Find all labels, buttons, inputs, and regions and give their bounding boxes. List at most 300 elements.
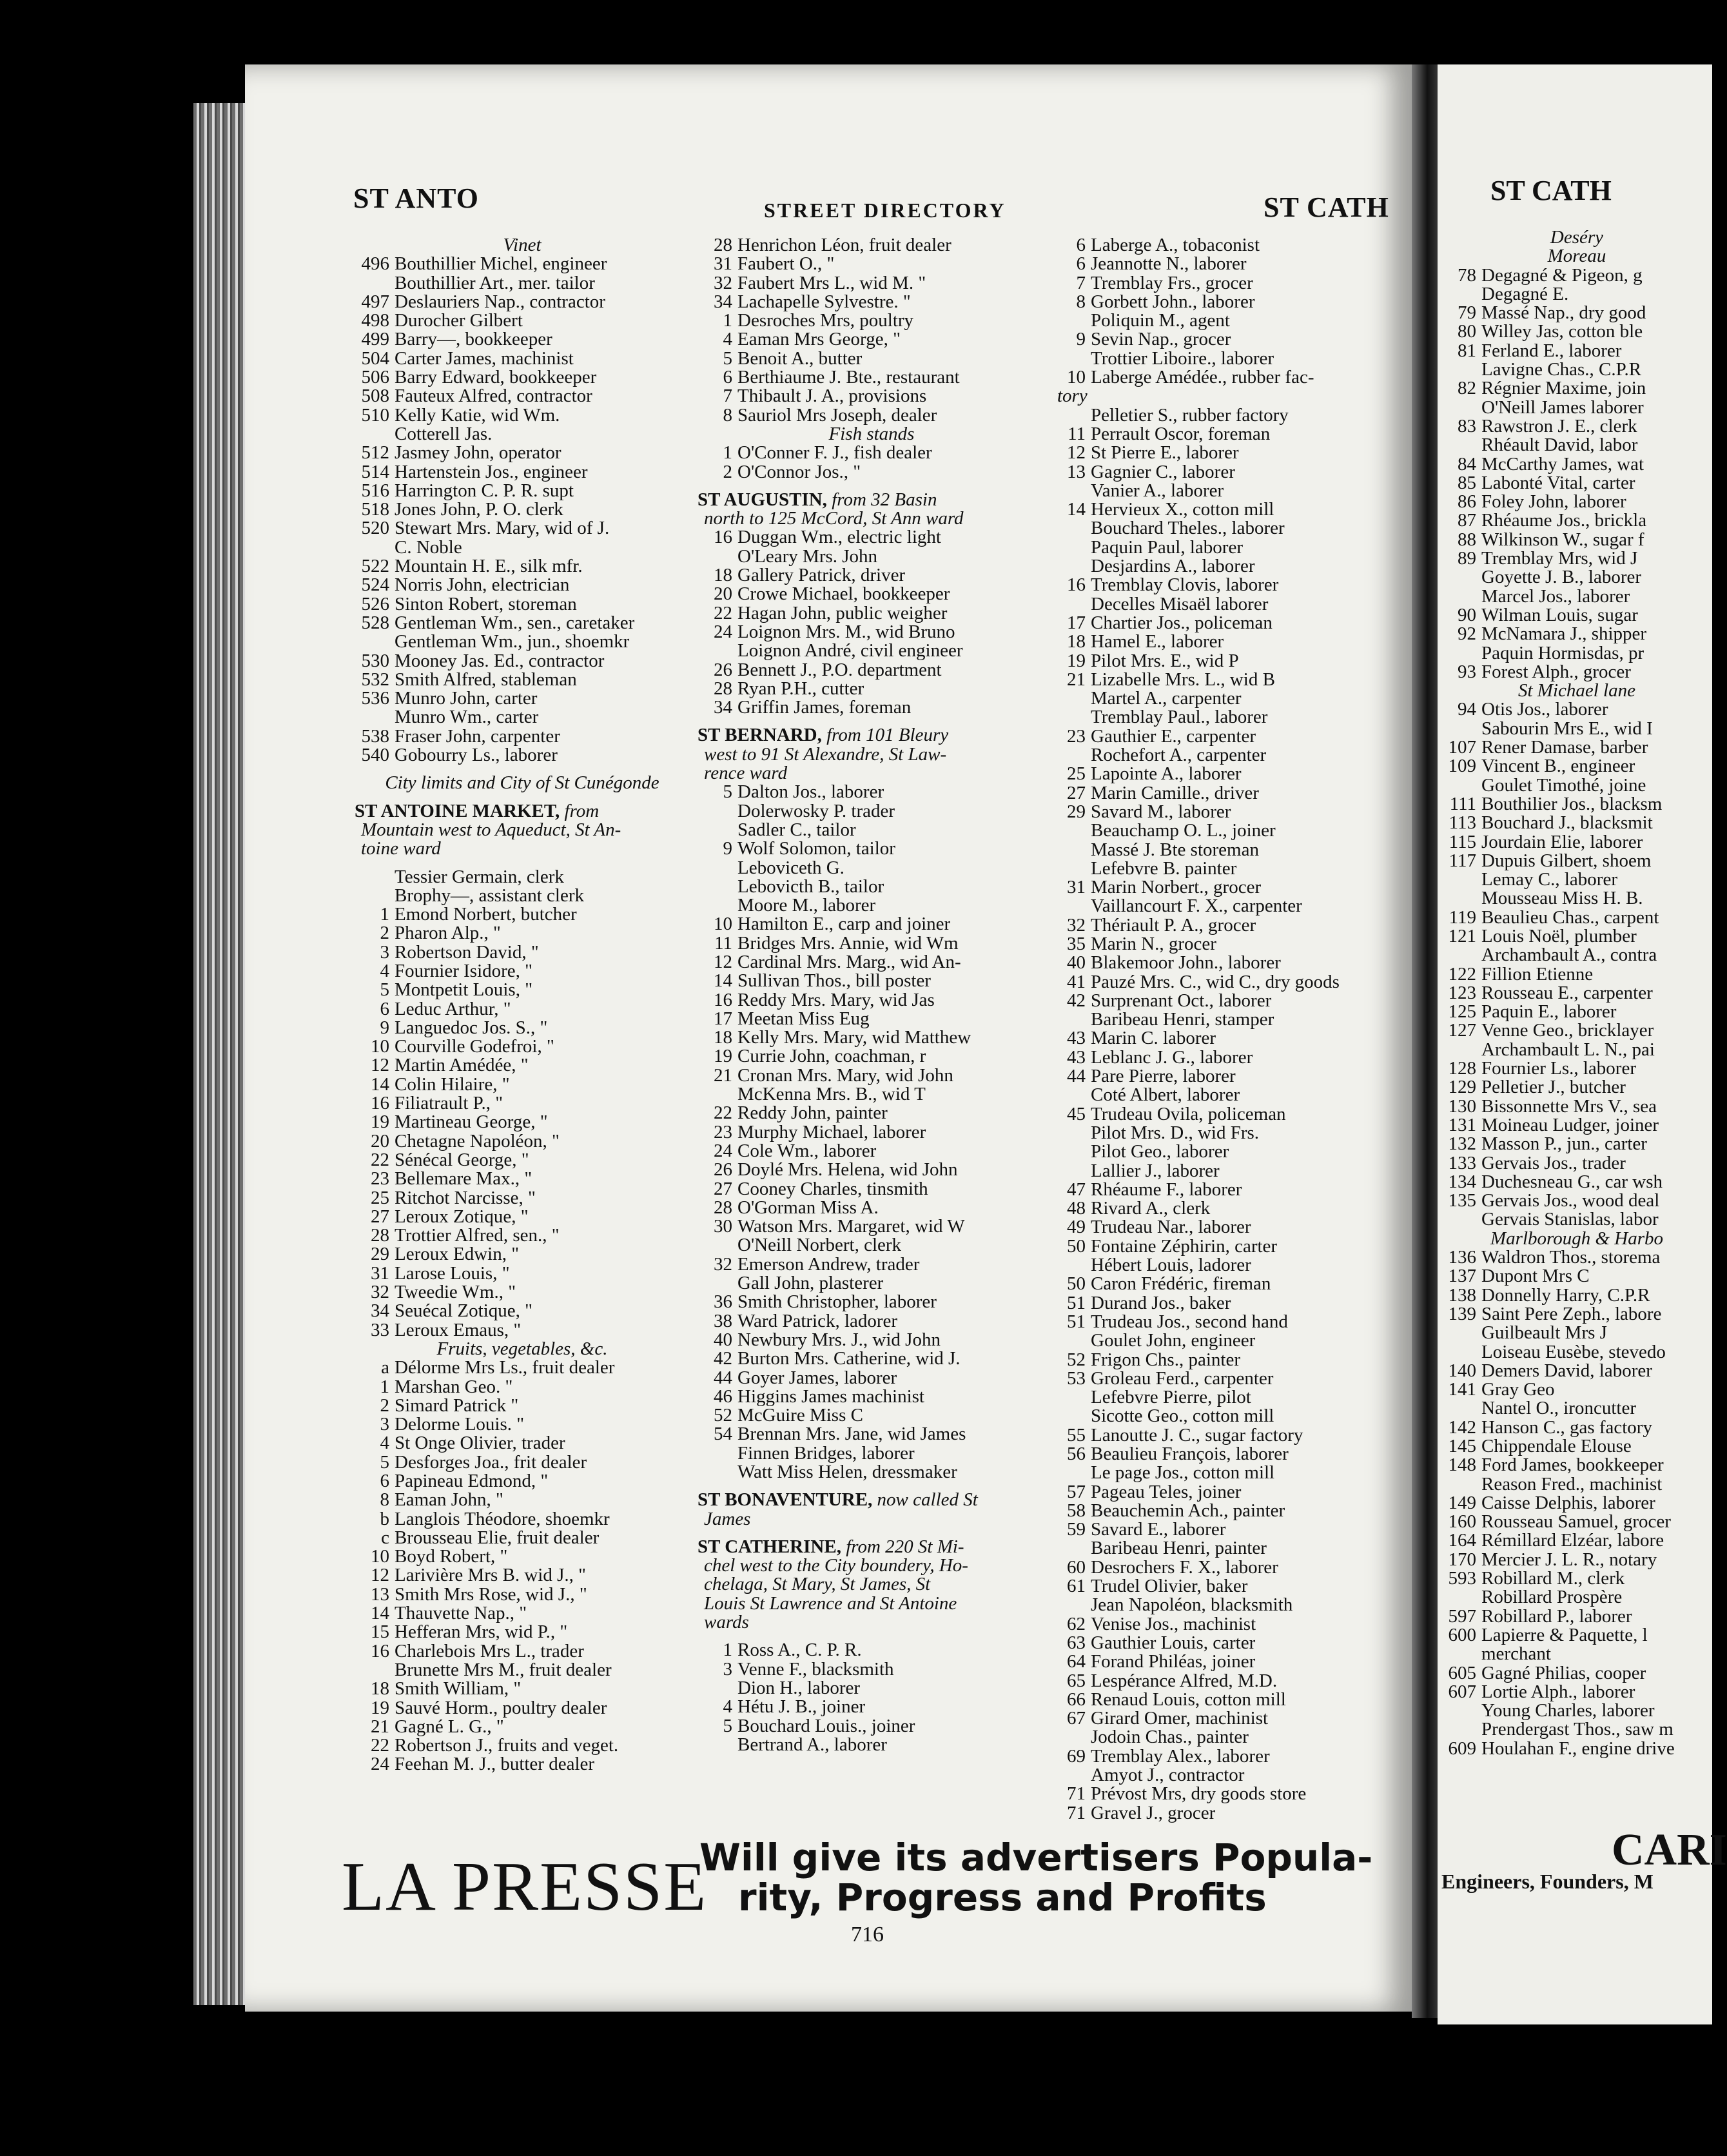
- resident-text: Surprenant Oct., laborer: [1091, 990, 1272, 1011]
- resident-text: Marin C. laborer: [1091, 1028, 1216, 1049]
- resident-text: Blakemoor John., laborer: [1091, 952, 1281, 974]
- resident-text: Thibault J. A., provisions: [737, 386, 927, 407]
- directory-entry: [1051, 765, 1409, 783]
- house-number: 528: [361, 612, 389, 633]
- directory-entry: Decelles Misaël laborer: [1091, 593, 1269, 614]
- resident-text: Forand Philéas, joiner: [1091, 1651, 1256, 1672]
- resident-text: Seuécal Zotique, ": [395, 1300, 532, 1322]
- directory-entry: C. Noble: [395, 536, 462, 558]
- directory-entry: [1051, 368, 1409, 387]
- directory-entry: [1441, 984, 1712, 1003]
- directory-entry: [355, 1358, 690, 1377]
- resident-text: Smith William, ": [395, 1678, 522, 1700]
- resident-text: Fontaine Zéphirin, carter: [1091, 1235, 1278, 1257]
- house-number: 22: [714, 1102, 732, 1124]
- directory-entry: [698, 1641, 1046, 1660]
- directory-entry: [698, 604, 1046, 623]
- house-number: 57: [1067, 1481, 1086, 1502]
- resident-text: Hétu J. B., joiner: [737, 1696, 866, 1718]
- directory-entry: [1051, 1199, 1409, 1218]
- directory-entry: [1441, 342, 1712, 360]
- directory-entry: [355, 1547, 690, 1566]
- resident-text: Willey Jas, cotton ble: [1481, 321, 1643, 342]
- directory-entry: Finnen Bridges, laborer: [737, 1442, 915, 1464]
- street-extent: from 220 St Mi-: [846, 1536, 964, 1557]
- directory-entry: Lefebvre Pierre, pilot: [1091, 1387, 1251, 1408]
- house-number: 19: [714, 1046, 732, 1067]
- directory-entry: [355, 1056, 690, 1075]
- directory-entry: [1051, 1313, 1409, 1331]
- resident-text: Bridges Mrs. Annie, wid Wm: [737, 932, 959, 954]
- directory-entry: Watt Miss Helen, dressmaker: [737, 1462, 957, 1482]
- house-number: 56: [1067, 1444, 1086, 1464]
- house-number: 14: [371, 1073, 389, 1095]
- house-number: 8: [723, 404, 732, 426]
- resident-text: Desroches Mrs, poultry: [737, 310, 914, 331]
- resident-text: Tweedie Wm., ": [395, 1282, 516, 1303]
- directory-entry: Gall John, plasterer: [737, 1273, 884, 1294]
- directory-entry: [355, 1019, 690, 1037]
- directory-entry: [355, 293, 690, 311]
- resident-text: Benoit A., butter: [737, 348, 863, 369]
- resident-text: Girard Omer, machinist: [1091, 1708, 1269, 1729]
- house-number: 9: [1076, 329, 1086, 350]
- house-number: 3: [723, 1658, 732, 1680]
- house-number: 1: [723, 442, 732, 464]
- resident-text: Deslauriers Nap., contractor: [395, 291, 605, 312]
- house-number: 514: [361, 461, 389, 482]
- directory-entry: [355, 1321, 690, 1340]
- resident-text: Wolf Solomon, tailor: [737, 838, 895, 859]
- resident-text: Beaulieu François, laborer: [1091, 1444, 1289, 1464]
- resident-text: Boyd Robert, ": [395, 1546, 508, 1567]
- house-number: 138: [1448, 1284, 1476, 1306]
- directory-entry: [355, 1604, 690, 1623]
- resident-text: Fillion Etienne: [1481, 963, 1594, 985]
- directory-entry: [355, 1132, 690, 1151]
- resident-text: Fournier Isidore, ": [395, 960, 532, 981]
- directory-entry: [355, 1718, 690, 1736]
- house-number: 43: [1067, 1028, 1086, 1049]
- resident-text: Higgins James machinist: [737, 1386, 924, 1407]
- directory-entry: [698, 387, 1046, 406]
- directory-entry: [355, 1491, 690, 1509]
- house-number: 123: [1448, 982, 1476, 1003]
- resident-text: Brennan Mrs. Jane, wid James: [737, 1424, 966, 1445]
- house-number: 538: [361, 725, 389, 747]
- directory-column-4-next-page: [1441, 228, 1712, 1758]
- directory-entry: [1441, 700, 1712, 719]
- directory-entry: [698, 566, 1046, 585]
- directory-entry: [1441, 1569, 1712, 1588]
- directory-entry: [698, 1142, 1046, 1161]
- section-heading: St Michael lane: [1517, 680, 1635, 701]
- resident-text: Hamilton E., carp and joiner: [737, 914, 951, 935]
- house-number: 510: [361, 404, 389, 426]
- house-number: 32: [1067, 914, 1086, 936]
- house-number: 12: [371, 1565, 389, 1586]
- resident-text: Rener Damase, barber: [1481, 737, 1648, 758]
- street-name: ST AUGUSTIN,: [698, 489, 832, 510]
- resident-text: Simard Patrick ": [395, 1395, 519, 1416]
- resident-text: Massé Nap., dry good: [1481, 302, 1646, 324]
- house-number: 62: [1067, 1613, 1086, 1634]
- house-number: 23: [1067, 725, 1086, 747]
- house-number: 130: [1448, 1095, 1476, 1117]
- resident-text: Griffin James, foreman: [737, 697, 912, 718]
- directory-entry: [355, 1699, 690, 1718]
- house-number: 131: [1448, 1114, 1476, 1135]
- directory-entry: [355, 1151, 690, 1170]
- resident-text: St Onge Olivier, trader: [395, 1433, 565, 1454]
- directory-entry: [1051, 1218, 1409, 1237]
- directory-entry: [698, 406, 1046, 425]
- house-number: 92: [1458, 623, 1476, 645]
- house-number: 45: [1067, 1103, 1086, 1124]
- directory-entry: Jean Napoléon, blacksmith: [1091, 1594, 1293, 1616]
- house-number: 111: [1449, 793, 1476, 814]
- directory-entry: [1441, 1362, 1712, 1380]
- resident-text: Rawstron J. E., clerk: [1481, 415, 1637, 436]
- directory-entry: [698, 1387, 1046, 1406]
- directory-entry: [1051, 1067, 1409, 1086]
- resident-text: McGuire Miss C: [737, 1405, 863, 1426]
- directory-entry: [1051, 878, 1409, 897]
- house-number: 4: [380, 960, 389, 981]
- resident-text: Emond Norbert, butcher: [395, 904, 577, 925]
- house-number: 31: [714, 253, 732, 275]
- directory-entry: [698, 1217, 1046, 1236]
- resident-text: Trottier Alfred, sen., ": [395, 1225, 560, 1246]
- house-number: 530: [361, 650, 389, 671]
- street-name: ST CATHERINE,: [698, 1536, 846, 1557]
- house-number: 29: [371, 1244, 389, 1265]
- house-number: 498: [361, 310, 389, 331]
- directory-entry: Archambault L. N., pai: [1481, 1039, 1655, 1060]
- resident-text: Rhéaume Jos., brickla: [1481, 510, 1647, 531]
- directory-entry: [1051, 1785, 1409, 1803]
- house-number: 25: [371, 1187, 389, 1208]
- resident-text: Berthiaume J. Bte., restaurant: [737, 367, 960, 388]
- resident-text: Reddy Mrs. Mary, wid Jas: [737, 989, 935, 1010]
- resident-text: Sevin Nap., grocer: [1091, 329, 1231, 350]
- directory-entry: Coté Albert, laborer: [1091, 1084, 1240, 1106]
- directory-entry: [1051, 1747, 1409, 1766]
- resident-text: Leduc Arthur, ": [395, 998, 511, 1019]
- directory-entry: Jodoin Chas., painter: [1091, 1727, 1249, 1748]
- directory-entry: [1051, 1294, 1409, 1313]
- directory-entry: Brunette Mrs M., fruit dealer: [395, 1659, 612, 1680]
- directory-entry: Vaillancourt F. X., carpenter: [1091, 896, 1302, 917]
- resident-text: Munro John, carter: [395, 688, 538, 709]
- street-extent: from 101 Bleury: [826, 725, 949, 746]
- directory-entry: O'Neill Norbert, clerk: [737, 1235, 902, 1256]
- house-number: 24: [371, 1754, 389, 1775]
- house-number: 61: [1067, 1576, 1086, 1597]
- house-number: 506: [361, 367, 389, 388]
- house-number: 9: [380, 1017, 389, 1038]
- resident-text: Rhéaume F., laborer: [1091, 1179, 1242, 1200]
- resident-text: Bouthilier Jos., blacksm: [1481, 793, 1663, 814]
- directory-entry: Pilot Mrs. D., wid Frs.: [1091, 1122, 1260, 1143]
- directory-entry: [1051, 727, 1409, 746]
- house-number: 52: [714, 1405, 732, 1426]
- resident-text: McNamara J., shipper: [1481, 623, 1647, 645]
- directory-entry: [355, 1623, 690, 1642]
- resident-text: Fournier Ls., laborer: [1481, 1058, 1636, 1079]
- directory-entry: [698, 236, 1046, 255]
- resident-text: Sénécal George, ": [395, 1149, 529, 1170]
- directory-entry: [1441, 1418, 1712, 1437]
- directory-entry: Rhéault David, labor: [1481, 435, 1638, 456]
- directory-entry: [1441, 908, 1712, 927]
- directory-entry: [698, 444, 1046, 462]
- house-number: 18: [371, 1678, 389, 1700]
- directory-entry: [1441, 1531, 1712, 1550]
- directory-entry: [698, 1331, 1046, 1349]
- directory-entry: [1051, 255, 1409, 273]
- house-number: 38: [714, 1310, 732, 1331]
- resident-text: Cooney Charles, tinsmith: [737, 1178, 928, 1199]
- directory-entry: Guilbeault Mrs J: [1481, 1322, 1607, 1344]
- house-number: 516: [361, 480, 389, 501]
- house-number: 63: [1067, 1632, 1086, 1653]
- directory-entry: [355, 387, 690, 406]
- directory-entry: Lebovicth B., tailor: [737, 876, 884, 897]
- resident-text: Jones John, P. O. clerk: [395, 499, 563, 520]
- house-number: 49: [1067, 1217, 1086, 1238]
- house-number: 71: [1067, 1802, 1086, 1823]
- directory-entry: [1441, 322, 1712, 341]
- ad-slogan: [699, 1838, 1372, 1917]
- house-number: 1: [723, 310, 732, 331]
- resident-text: Hefferan Mrs, wid P., ": [395, 1622, 568, 1643]
- house-number: 88: [1458, 529, 1476, 550]
- directory-entry: [1051, 1237, 1409, 1256]
- directory-entry: [355, 671, 690, 689]
- directory-entry: Massé J. Bte storeman: [1091, 839, 1259, 860]
- house-number: 3: [380, 941, 389, 963]
- resident-text: Gervais Jos., wood deal: [1481, 1190, 1660, 1211]
- resident-text: Jasmey John, operator: [395, 442, 561, 464]
- directory-entry: [1441, 304, 1712, 322]
- directory-entry: [355, 924, 690, 943]
- street-description: wards: [704, 1612, 749, 1633]
- resident-text: Emerson Andrew, trader: [737, 1253, 920, 1275]
- section-heading: Fruits, vegetables, &c.: [436, 1338, 608, 1359]
- section-heading: Moreau: [1547, 246, 1606, 267]
- house-number: 504: [361, 348, 389, 369]
- running-header-center: STREET DIRECTORY: [764, 199, 1006, 222]
- resident-text: Paquin E., laborer: [1481, 1001, 1617, 1023]
- directory-entry: [355, 444, 690, 462]
- resident-text: Brousseau Elie, fruit dealer: [395, 1527, 600, 1548]
- directory-entry: [1051, 293, 1409, 311]
- house-number: 28: [371, 1225, 389, 1246]
- directory-entry: [355, 255, 690, 273]
- directory-entry: Desjardins A., laborer: [1091, 556, 1255, 577]
- directory-entry: [698, 1161, 1046, 1179]
- house-number: 13: [371, 1583, 389, 1605]
- directory-entry: Paquin Hormisdas, pr: [1481, 642, 1644, 663]
- resident-text: Fauteux Alfred, contractor: [395, 386, 592, 407]
- street-name: ST BERNARD,: [698, 725, 827, 746]
- directory-entry: [698, 1123, 1046, 1142]
- resident-text: Doylé Mrs. Helena, wid John: [737, 1159, 958, 1181]
- house-number: 34: [371, 1300, 389, 1322]
- house-number: 8: [1076, 291, 1086, 312]
- directory-entry: [355, 1245, 690, 1264]
- house-number: 6: [1076, 253, 1086, 275]
- resident-text: Ritchot Narcisse, ": [395, 1187, 536, 1208]
- directory-entry: Paquin Paul, laborer: [1091, 536, 1243, 558]
- house-number: 10: [371, 1036, 389, 1057]
- directory-entry: [355, 406, 690, 425]
- house-number: 12: [714, 951, 732, 972]
- directory-entry: [1051, 1558, 1409, 1577]
- directory-entry: Pelletier S., rubber factory: [1091, 404, 1289, 426]
- directory-entry: [1051, 463, 1409, 482]
- directory-entry: [355, 614, 690, 632]
- house-number: a: [381, 1357, 389, 1378]
- resident-text: O'Conner F. J., fish dealer: [737, 442, 932, 464]
- house-number: 117: [1449, 850, 1476, 871]
- resident-text: Chippendale Elouse: [1481, 1436, 1632, 1456]
- house-number: 113: [1449, 812, 1476, 834]
- resident-text: Bouthillier Michel, engineer: [395, 253, 607, 275]
- section-heading: Marlborough & Harbo: [1490, 1228, 1663, 1249]
- directory-entry: [1441, 1154, 1712, 1173]
- directory-entry: [698, 934, 1046, 953]
- directory-entry: [698, 1660, 1046, 1679]
- directory-entry: [698, 255, 1046, 273]
- house-number: 16: [714, 989, 732, 1010]
- street-heading: [698, 1538, 1046, 1556]
- directory-entry: Lefebvre B. painter: [1091, 858, 1237, 879]
- resident-text: Rivard A., clerk: [1091, 1198, 1211, 1219]
- resident-text: Beauchemin Ach., painter: [1091, 1500, 1285, 1521]
- directory-entry: [1441, 1003, 1712, 1021]
- directory-entry: [698, 311, 1046, 330]
- directory-entry: Moore M., laborer: [737, 895, 876, 916]
- resident-text: Rousseau Samuel, grocer: [1481, 1511, 1671, 1533]
- house-number: 47: [1067, 1179, 1086, 1200]
- resident-text: Kelly Mrs. Mary, wid Matthew: [737, 1027, 971, 1048]
- directory-entry: [355, 1189, 690, 1208]
- next-page-header: ST CATH: [1490, 175, 1612, 206]
- resident-text: Gagné L. G., ": [395, 1716, 504, 1737]
- directory-entry: [1441, 1683, 1712, 1701]
- house-number: 54: [714, 1424, 732, 1445]
- directory-entry: [355, 576, 690, 594]
- house-number: 8: [380, 1489, 389, 1511]
- directory-entry: [698, 1698, 1046, 1716]
- directory-entry: Goulet Timothé, joine: [1481, 774, 1646, 796]
- house-number: 121: [1448, 925, 1476, 946]
- directory-entry: [1051, 954, 1409, 972]
- directory-entry: [698, 585, 1046, 603]
- resident-text: Thauvette Nap., ": [395, 1603, 527, 1624]
- directory-entry: [355, 463, 690, 482]
- directory-entry: [1051, 1652, 1409, 1671]
- directory-entry: [698, 1180, 1046, 1199]
- directory-entry: [1051, 274, 1409, 293]
- resident-text: Robillard P., laborer: [1481, 1605, 1632, 1627]
- directory-entry: [1441, 1248, 1712, 1267]
- running-header-left: ST ANTO: [353, 182, 479, 214]
- directory-entry: [1441, 1116, 1712, 1135]
- directory-entry: [355, 1529, 690, 1547]
- resident-text: Sauvé Horm., poultry dealer: [395, 1697, 607, 1718]
- directory-entry: [1051, 973, 1409, 992]
- directory-entry: Hébert Louis, ladorer: [1091, 1255, 1251, 1276]
- house-number: 532: [361, 669, 389, 690]
- house-number: 5: [723, 781, 732, 803]
- house-number: 512: [361, 442, 389, 464]
- resident-text: Ward Patrick, ladorer: [737, 1310, 898, 1331]
- street-description: chelaga, St Mary, St James, St: [704, 1574, 931, 1595]
- resident-text: Montpetit Louis, ": [395, 979, 533, 1001]
- house-number: 19: [1067, 650, 1086, 671]
- directory-entry: [1441, 1286, 1712, 1305]
- house-number: 540: [361, 745, 389, 766]
- resident-text: Tremblay Frs., grocer: [1091, 272, 1253, 293]
- directory-entry: [1441, 663, 1712, 681]
- resident-text: Pageau Teles, joiner: [1091, 1481, 1242, 1502]
- directory-entry: [1441, 1513, 1712, 1531]
- house-number: 10: [371, 1546, 389, 1567]
- directory-entry: [1441, 266, 1712, 285]
- house-number: 18: [714, 1027, 732, 1048]
- directory-entry: Vanier A., laborer: [1091, 480, 1224, 501]
- house-number: 5: [380, 979, 389, 1001]
- directory-entry: [1441, 474, 1712, 493]
- directory-entry: Martel A., carpenter: [1091, 688, 1242, 709]
- resident-text: Wilkinson W., sugar f: [1481, 529, 1644, 550]
- directory-entry: [698, 1293, 1046, 1311]
- street-description: tory: [1057, 386, 1088, 407]
- house-number: 51: [1067, 1292, 1086, 1313]
- resident-text: Gallery Patrick, driver: [737, 565, 906, 586]
- house-number: 65: [1067, 1670, 1086, 1691]
- resident-text: Sinton Robert, storeman: [395, 593, 577, 614]
- house-number: 43: [1067, 1046, 1086, 1068]
- resident-text: Sullivan Thos., bill poster: [737, 970, 931, 992]
- directory-entry: [355, 1226, 690, 1245]
- next-page-ad-word: CARI: [1612, 1825, 1727, 1875]
- house-number: 132: [1448, 1133, 1476, 1155]
- house-number: 508: [361, 386, 389, 407]
- resident-text: Leblanc J. G., laborer: [1091, 1046, 1253, 1068]
- directory-entry: [1051, 1369, 1409, 1388]
- house-number: 33: [371, 1319, 389, 1340]
- house-number: 127: [1448, 1020, 1476, 1041]
- directory-entry: Degagné E.: [1481, 283, 1569, 304]
- house-number: 21: [714, 1064, 732, 1086]
- resident-text: Martin Amédée, ": [395, 1055, 529, 1076]
- house-number: 19: [371, 1112, 389, 1133]
- house-number: 1: [380, 1376, 389, 1397]
- house-number: 31: [371, 1262, 389, 1284]
- directory-entry: Trottier Liboire., laborer: [1091, 348, 1274, 369]
- directory-entry: merchant: [1481, 1643, 1551, 1665]
- house-number: 36: [714, 1291, 732, 1313]
- directory-entry: [355, 1094, 690, 1113]
- directory-entry: [698, 1047, 1046, 1066]
- house-number: 50: [1067, 1273, 1086, 1295]
- resident-text: Venne Geo., bricklayer: [1481, 1020, 1654, 1041]
- directory-entry: Loignon André, civil engineer: [737, 640, 963, 662]
